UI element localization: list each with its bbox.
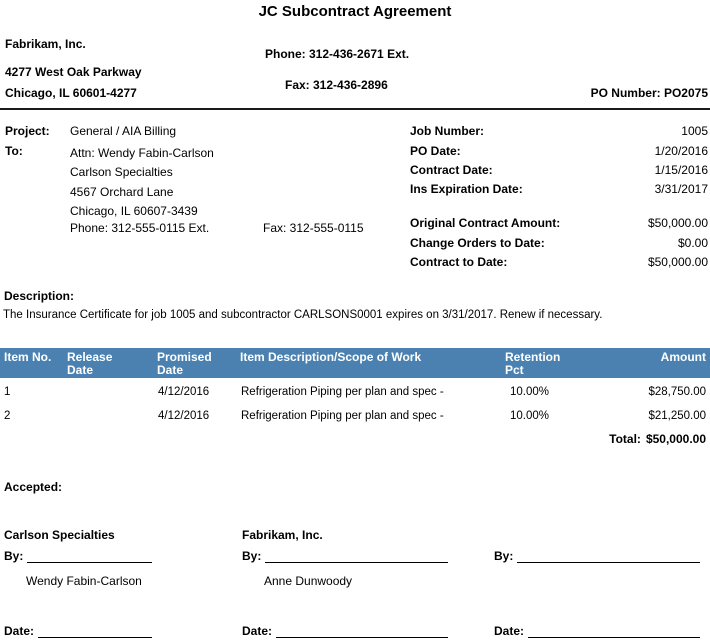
to-address-block	[70, 144, 214, 221]
header-divider	[0, 108, 710, 110]
field-value: $50,000.00	[647, 255, 708, 269]
total-value: $50,000.00	[645, 432, 706, 446]
company-name: Fabrikam, Inc.	[5, 37, 86, 51]
signature-block-subcontractor	[4, 528, 152, 643]
report-title: JC Subcontract Agreement	[258, 3, 452, 20]
table-total	[609, 432, 706, 446]
date-line	[528, 625, 700, 638]
column-header-retention-pct: Retention Pct	[505, 350, 561, 377]
cell-promised-date: 4/12/2016	[158, 386, 210, 398]
field-value: $0.00	[677, 236, 708, 250]
field-job-number	[410, 124, 708, 138]
field-value: 1005	[681, 124, 708, 138]
table-row	[0, 386, 710, 400]
date-row	[242, 624, 448, 638]
column-header-description: Item Description/Scope of Work	[240, 350, 422, 364]
field-contract-date	[410, 163, 708, 177]
date-line	[276, 625, 448, 638]
vendor-phone: Phone: 312-555-0115 Ext.	[70, 221, 210, 235]
signature-company: Fabrikam, Inc.	[242, 528, 323, 542]
by-row	[494, 549, 700, 563]
date-row	[494, 624, 700, 638]
date-label: Date:	[4, 624, 35, 638]
project-value: General / AIA Billing	[70, 124, 177, 138]
column-header-release-date: Release Date	[67, 350, 113, 377]
field-value: 1/20/2016	[654, 144, 708, 158]
by-row	[242, 549, 448, 563]
signer-name: Wendy Fabin-Carlson	[26, 574, 142, 588]
company-phone: Phone: 312-436-2671 Ext.	[265, 47, 410, 61]
signature-line	[517, 550, 700, 563]
items-table-header	[0, 348, 710, 378]
by-label: By:	[494, 549, 514, 563]
field-value: $50,000.00	[647, 216, 708, 230]
to-label: To:	[5, 144, 23, 158]
company-address-line1: 4277 West Oak Parkway	[5, 65, 142, 79]
column-header-item-no: Item No.	[4, 350, 52, 364]
field-value: 3/31/2017	[654, 182, 708, 196]
accepted-label: Accepted:	[4, 480, 63, 494]
cell-description: Refrigeration Piping per plan and spec -	[241, 410, 444, 422]
field-value: 1/15/2016	[654, 163, 708, 177]
to-company-line: Carlson Specialties	[70, 165, 173, 180]
date-label: Date:	[242, 624, 273, 638]
field-label: Change Orders to Date:	[410, 236, 545, 250]
signature-line	[27, 550, 152, 563]
company-fax: Fax: 312-436-2896	[285, 78, 388, 92]
field-contract-to-date	[410, 255, 708, 269]
table-row	[0, 410, 710, 424]
cell-retention-pct: 10.00%	[510, 386, 550, 398]
vendor-fax: Fax: 312-555-0115	[263, 221, 364, 235]
field-label: Ins Expiration Date:	[410, 182, 523, 196]
signature-block-contractor	[242, 528, 448, 643]
field-label: Original Contract Amount:	[410, 216, 561, 230]
date-row	[4, 624, 152, 638]
cell-description: Refrigeration Piping per plan and spec -	[241, 386, 444, 398]
date-label: Date:	[494, 624, 525, 638]
field-label: Job Number:	[410, 124, 485, 138]
signature-block-witness	[494, 528, 700, 643]
field-original-contract-amount	[410, 216, 708, 230]
field-change-orders-to-date	[410, 236, 708, 250]
cell-item-no: 2	[4, 410, 11, 422]
cell-item-no: 1	[4, 386, 11, 398]
by-label: By:	[242, 549, 262, 563]
company-address-line2: Chicago, IL 60601-4277	[5, 86, 137, 100]
cell-amount: $21,250.00	[648, 410, 706, 422]
field-label: PO Date:	[410, 144, 461, 158]
field-label: Contract to Date:	[410, 255, 508, 269]
signature-company: Carlson Specialties	[4, 528, 115, 542]
cell-promised-date: 4/12/2016	[158, 410, 210, 422]
po-number: PO Number: PO2075	[590, 86, 708, 100]
column-header-promised-date: Promised Date	[157, 350, 212, 377]
cell-retention-pct: 10.00%	[510, 410, 550, 422]
description-label: Description:	[4, 289, 75, 303]
field-label: Contract Date:	[410, 163, 493, 177]
by-row	[4, 549, 152, 563]
cell-amount: $28,750.00	[648, 386, 706, 398]
column-header-amount: Amount	[660, 350, 706, 364]
project-label: Project:	[5, 124, 50, 138]
signature-line	[265, 550, 448, 563]
description-text: The Insurance Certificate for job 1005 and subcontractor CARLSONS0001 expires on 3/31/2017. Renew if necessary.	[3, 309, 603, 321]
to-attn-line: Attn: Wendy Fabin-Carlson	[70, 146, 214, 160]
to-city-line: Chicago, IL 60607-3439	[70, 203, 198, 218]
field-po-date	[410, 144, 708, 158]
to-street-line: 4567 Orchard Lane	[70, 184, 174, 199]
signer-name: Anne Dunwoody	[264, 574, 353, 588]
date-line	[38, 625, 152, 638]
field-ins-expiration-date	[410, 182, 708, 196]
total-label: Total:	[609, 432, 641, 446]
by-label: By:	[4, 549, 24, 563]
